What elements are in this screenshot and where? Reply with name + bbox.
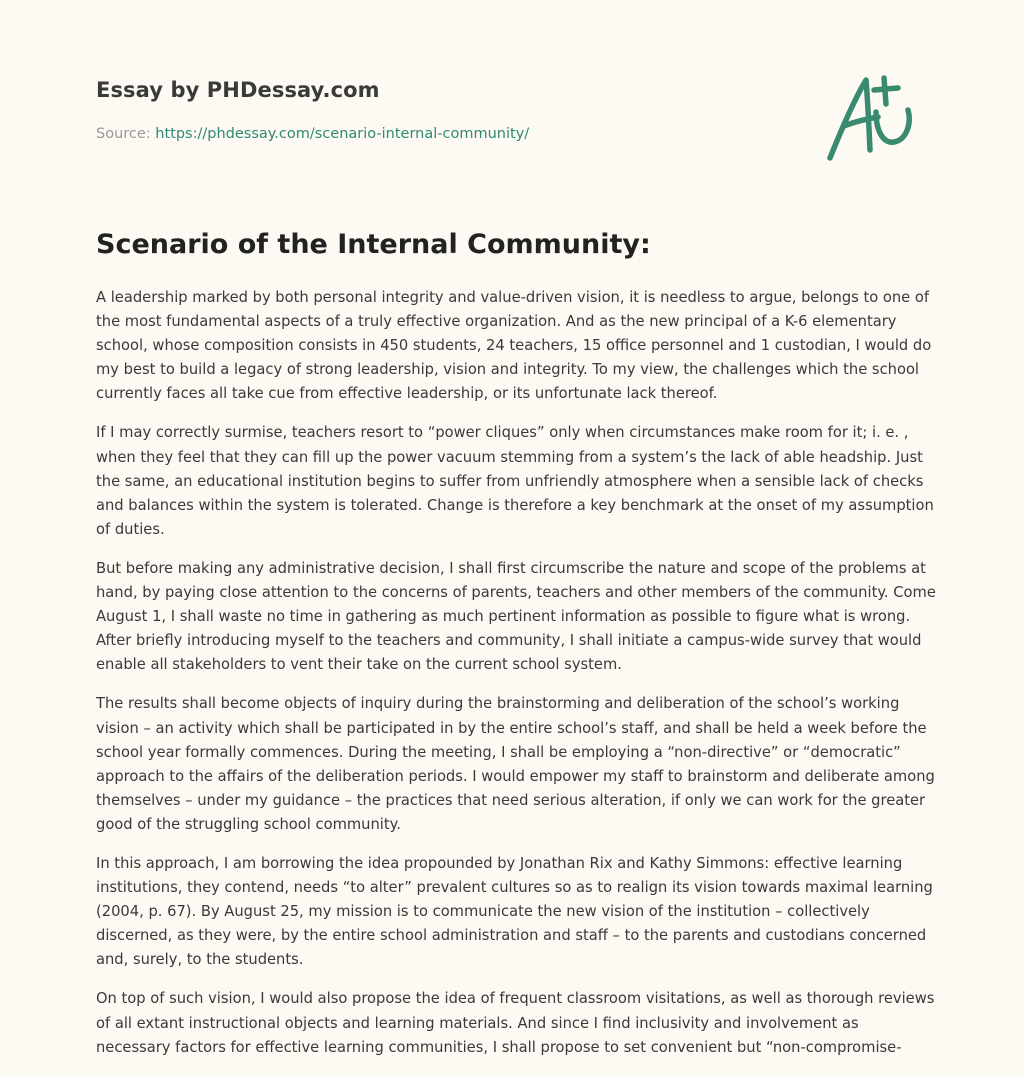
essay-paragraph: If I may correctly surmise, teachers resort to “power cliques” only when circumstances make room for it; i. e. , when they feel that they can fill up the power vacuum stemming from a system’s the lack of able headship. Just the same, an educational institution begins to suffer from unfriendly atmosphere when a sensible lack of checks and balances within the system is tolerated. Change is therefore a key benchmark at the onset of my assumption of duties. xyxy=(96,424,934,538)
essay-title: Scenario of the Internal Community: xyxy=(96,229,651,260)
essay-header xyxy=(96,76,926,166)
source-link[interactable]: https://phdessay.com/scenario-internal-community/ xyxy=(155,126,530,142)
source-line xyxy=(96,124,529,144)
essay-paragraph: On top of such vision, I would also propose the idea of frequent classroom visitations, as well as thorough reviews of all extant instructional objects and learning materials. And since I find inclusivity and involvement as necessary factors for effective learning communities, I shall propose to set convenient but “non-compromise- xyxy=(96,990,935,1056)
site-brand-title: Essay by PHDessay.com xyxy=(96,78,380,102)
essay-content xyxy=(96,226,936,1075)
a-plus-logo-icon xyxy=(820,70,930,166)
essay-paragraph: In this approach, I am borrowing the idea propounded by Jonathan Rix and Kathy Simmons: effective learning institutions, they contend, needs “to alter” prevalent cultures so as to realign its vision towards maximal learning (2004, p. 67). By August 25, my mission is to communicate the new vision of the institution – collectively discerned, as they were, by the entire school administration and staff – to the parents and custodians concerned and, surely, to the students. xyxy=(96,854,933,969)
source-label: Source: xyxy=(96,126,151,142)
essay-paragraph: The results shall become objects of inquiry during the brainstorming and deliberation of the school’s working vision – an activity which shall be participated in by the entire school’s staff, and shall be held a week before the school year formally commences. During the meeting, I shall be employing a “non-directive” or “democratic” approach to the affairs of the deliberation periods. I would empower my staff to brainstorm and deliberate among themselves – under my guidance – the practices that need serious alteration, if only we can work for the greater good of the struggling school community. xyxy=(96,695,935,833)
essay-paragraph: But before making any administrative decision, I shall first circumscribe the nature and scope of the problems at hand, by paying close attention to the concerns of parents, teachers and other members of the community. Come August 1, I shall waste no time in gathering as much pertinent information as possible to figure what is wrong. After briefly introducing myself to the teachers and community, I shall initiate a campus-wide survey that would enable all stakeholders to vent their take on the current school system. xyxy=(96,559,936,674)
essay-paragraph: A leadership marked by both personal integrity and value-driven vision, it is needless to argue, belongs to one of the most fundamental aspects of a truly effective organization. And as the new principal of a K-6 elementary school, whose composition consists in 450 students, 24 teachers, 15 office personnel and 1 custodian, I would do my best to build a legacy of strong leadership, vision and integrity. To my view, the challenges which the school currently faces all take cue from effective leadership, or its unfortunate lack thereof. xyxy=(96,289,932,403)
